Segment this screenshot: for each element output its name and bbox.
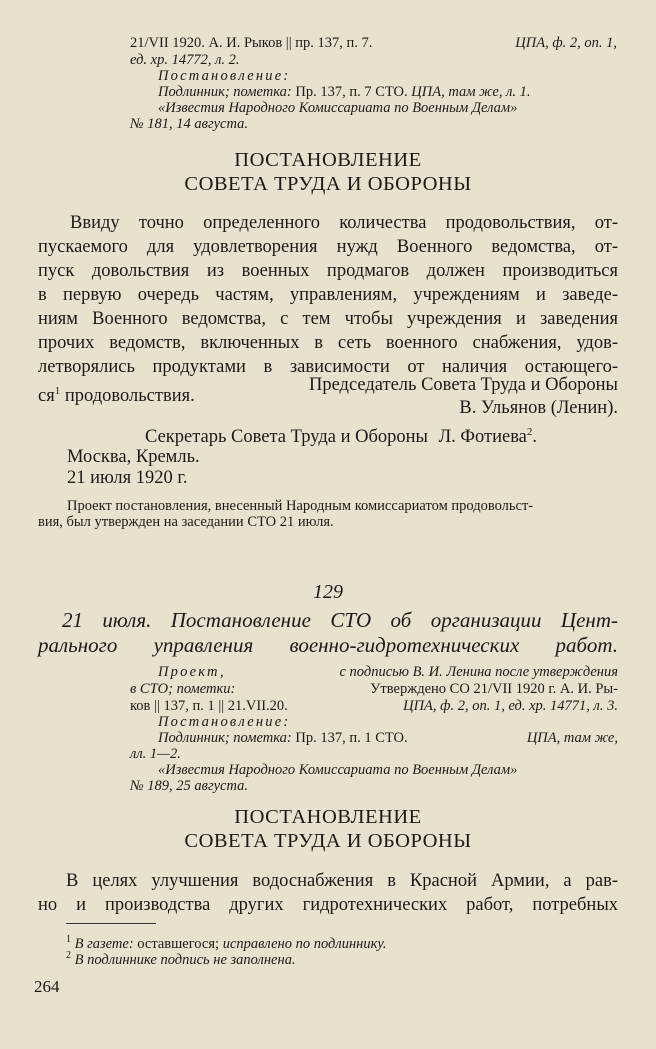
page-number: 264 bbox=[34, 977, 60, 996]
source-text: с подписью В. И. Ленина после утверждения bbox=[339, 664, 618, 680]
decree-heading-line: ПОСТАНОВЛЕНИЕ bbox=[234, 149, 422, 171]
source-line bbox=[130, 680, 618, 698]
decree-text: ся bbox=[38, 386, 55, 407]
decree-heading-line: ПОСТАНОВЛЕНИЕ bbox=[234, 806, 422, 828]
note-line: Проект постановления, внесенный Народным комиссариатом продовольст- bbox=[67, 498, 534, 514]
decree-body-line: пускаемого для удовлетворения нужд Военного ведомства, от- bbox=[38, 237, 618, 257]
source-label: Постановление: bbox=[158, 714, 291, 730]
source-archive: ЦПА, там же, bbox=[526, 730, 618, 746]
source-archive: ЦПА, ф. 2, оп. 1, ед. хр. 14771, л. 3. bbox=[403, 698, 618, 714]
decree-body-line: ниям Военного ведомства, с тем чтобы учреждения и заведения bbox=[38, 309, 618, 329]
chair-title: Председатель Совета Труда и Обороны bbox=[308, 375, 618, 395]
document-title-line: 21 июля. Постановление СТО об организации Цент- bbox=[62, 608, 618, 632]
decree-body-line: Ввиду точно определенного количества продовольствия, от- bbox=[70, 213, 618, 233]
note-line: вия, был утвержден на заседании СТО 21 июля. bbox=[38, 514, 334, 530]
top-note-line: «Известия Народного Комиссариата по Военным Делам» bbox=[158, 100, 518, 116]
footnote-divider bbox=[66, 923, 156, 924]
top-note-text: 21/VII 1920. А. И. Рыков || пр. 137, п. 7. bbox=[130, 35, 373, 51]
chair-name: В. Ульянов (Ленин). bbox=[459, 398, 618, 418]
footnote-number: 2 bbox=[66, 950, 71, 961]
source-line: «Известия Народного Комиссариата по Военным Делам» bbox=[158, 762, 518, 778]
top-note-line bbox=[130, 34, 617, 52]
top-note-line: № 181, 14 августа. bbox=[130, 116, 249, 132]
footnote-text: В газете: bbox=[74, 935, 134, 952]
date: 21 июля 1920 г. bbox=[67, 468, 188, 488]
secretary-line bbox=[145, 420, 537, 449]
decree-heading-line: СОВЕТА ТРУДА И ОБОРОНЫ bbox=[184, 173, 472, 195]
secretary-title: Секретарь Совета Труда и Обороны bbox=[145, 427, 428, 448]
source-line bbox=[158, 729, 618, 747]
decree-body-line: В целях улучшения водоснабжения в Красной Армии, а рав- bbox=[66, 871, 618, 891]
decree-body-line: летворялись продуктами в зависимости от наличия остающего- bbox=[38, 357, 618, 377]
secretary-name: Л. Фотиева bbox=[438, 427, 527, 448]
footnote-number: 1 bbox=[66, 934, 71, 945]
source-line: № 189, 25 августа. bbox=[130, 778, 249, 794]
footnote-text: оставшегося; bbox=[137, 935, 220, 952]
place: Москва, Кремль. bbox=[67, 447, 200, 467]
footnote-text: исправлено по подлиннику. bbox=[222, 935, 387, 952]
source-label: Подлинник; пометка: bbox=[158, 730, 292, 746]
top-note-archive: ЦПА, ф. 2, оп. 1, bbox=[515, 35, 617, 51]
source-text: ков || 137, п. 1 || 21.VII.20. bbox=[130, 698, 288, 714]
document-title-line: рального управления военно-гидротехнических работ. bbox=[38, 633, 618, 657]
document-number: 129 bbox=[313, 581, 343, 603]
source-label: Проект, bbox=[158, 664, 226, 680]
top-note-label: Подлинник; пометка: bbox=[158, 84, 292, 100]
footnote-2 bbox=[66, 947, 296, 969]
source-text: Пр. 137, п. 1 СТО. bbox=[295, 730, 408, 746]
top-note-label: Постановление: bbox=[158, 68, 291, 84]
source-text: Утверждено СО 21/VII 1920 г. А. И. Ры- bbox=[370, 681, 618, 697]
source-line bbox=[158, 663, 618, 681]
footnote-ref: 2 bbox=[526, 426, 533, 438]
decree-body-line: прочих ведомств, включенных в сеть военного снабжения, удов- bbox=[38, 333, 618, 353]
source-line: лл. 1—2. bbox=[130, 746, 181, 762]
decree-body-line: но и производства других гидротехнических работ, потребных bbox=[38, 895, 618, 915]
top-note-text: Пр. 137, п. 7 СТО. bbox=[295, 84, 408, 100]
decree-body-line: в первую очередь частям, управлениям, учреждениям и заведе- bbox=[38, 285, 618, 305]
top-note-line: ед. хр. 14772, л. 2. bbox=[130, 52, 240, 68]
decree-body-line: пуск довольствия из военных продмагов должен производиться bbox=[38, 261, 618, 281]
decree-heading-line: СОВЕТА ТРУДА И ОБОРОНЫ bbox=[184, 830, 472, 852]
decree-body-line bbox=[38, 379, 195, 408]
top-note-archive: ЦПА, там же, л. 1. bbox=[411, 84, 531, 100]
secretary-end: . bbox=[532, 427, 538, 448]
decree-text: продовольствия. bbox=[60, 386, 195, 407]
footnote-ref: 1 bbox=[54, 385, 61, 397]
footnote-text: В подлиннике подпись не заполнена. bbox=[74, 951, 296, 968]
source-label: в СТО; пометки: bbox=[130, 681, 236, 697]
